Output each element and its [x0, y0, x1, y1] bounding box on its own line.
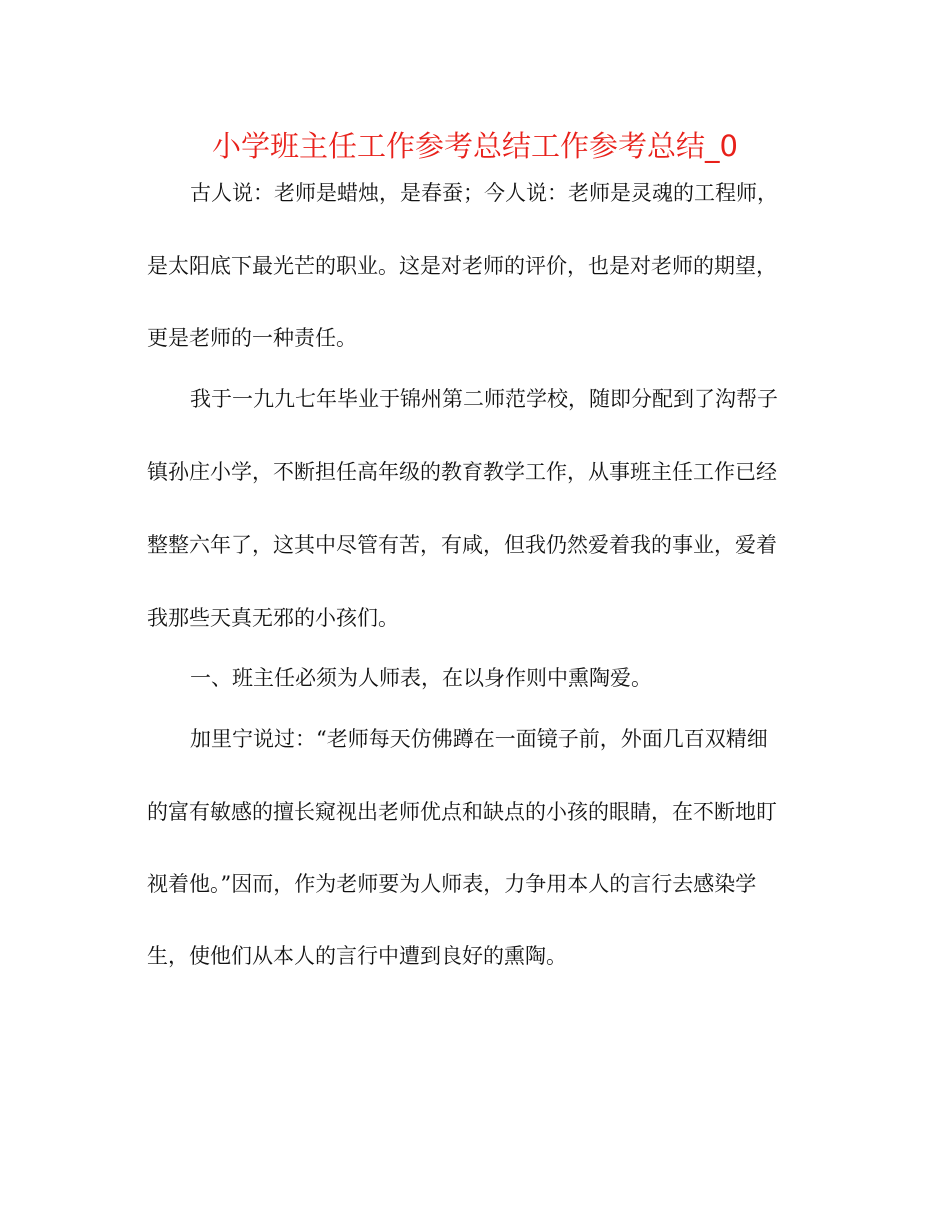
paragraph-1-line-3: 更是老师的一种责任。 [147, 326, 357, 350]
paragraph-1-line-1: 古人说：老师是蜡烛，是春蚕；今人说：老师是灵魂的工程师， [190, 181, 778, 205]
paragraph-1-line-2: 是太阳底下最光芒的职业。这是对老师的评价，也是对老师的期望， [147, 254, 777, 278]
section-heading-1: 一、班主任必须为人师表，在以身作则中熏陶爱。 [190, 666, 652, 690]
paragraph-2-line-1: 我于一九九七年毕业于锦州第二师范学校，随即分配到了沟帮子 [190, 387, 778, 411]
paragraph-3-line-4: 生，使他们从本人的言行中遭到良好的熏陶。 [147, 944, 567, 968]
paragraph-3-line-2: 的富有敏感的擅长窥视出老师优点和缺点的小孩的眼睛，在不断地盯 [147, 800, 777, 824]
document-title: 小学班主任工作参考总结工作参考总结_0 [212, 129, 738, 163]
paragraph-2-line-4: 我那些天真无邪的小孩们。 [147, 606, 399, 630]
paragraph-3-line-1: 加里宁说过：“老师每天仿佛蹲在一面镜子前，外面几百双精细 [190, 727, 768, 751]
paragraph-2-line-2: 镇孙庄小学，不断担任高年级的教育教学工作，从事班主任工作已经 [147, 460, 777, 484]
paragraph-3-line-3: 视着他。”因而，作为老师要为人师表，力争用本人的言行去感染学 [147, 872, 757, 896]
paragraph-2-line-3: 整整六年了，这其中尽管有苦，有咸，但我仍然爱着我的事业，爱着 [147, 533, 777, 557]
